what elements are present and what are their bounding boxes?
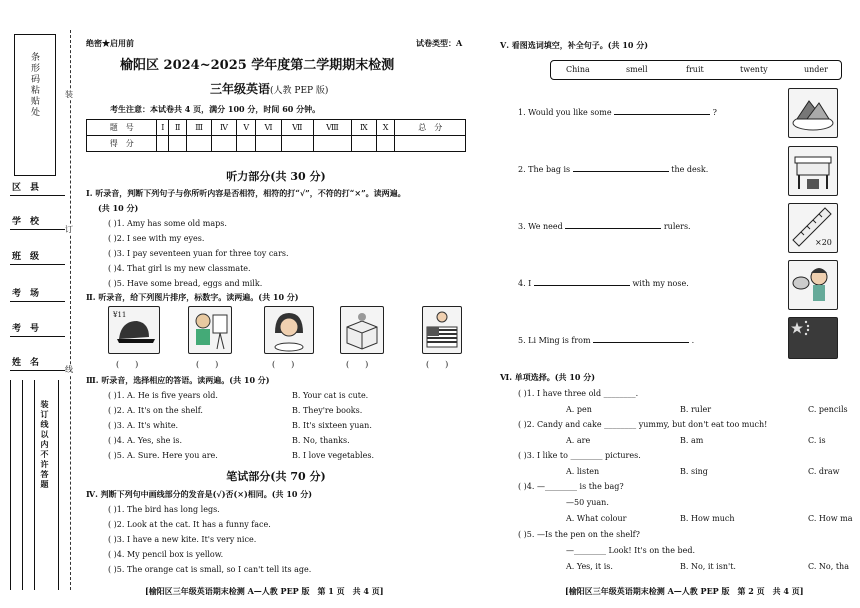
s5-item-4 (518, 279, 689, 289)
s3-item-5b: B. I love vegetables. (292, 451, 374, 460)
s6-q2-c[interactable]: C. is (808, 436, 826, 445)
score-cell[interactable] (211, 136, 236, 152)
score-value-row (87, 136, 466, 152)
field-name: 姓 名 (12, 358, 40, 368)
s6-q1-a[interactable]: A. pen (566, 405, 592, 414)
s4-item-3: ( )3. I have a new kite. It's very nice. (108, 535, 257, 544)
word-twenty: twenty (740, 65, 768, 74)
s5-blank-4[interactable] (534, 285, 630, 286)
s6-q3-c[interactable]: C. draw (808, 467, 840, 476)
desk-bag-icon (789, 147, 837, 195)
smell-picture (788, 260, 838, 310)
s3-item-3a: ( )3. A. It's white. (108, 421, 179, 430)
s5-item-3-post: rulers. (663, 222, 691, 231)
s6-q5-a[interactable]: A. Yes, it is. (566, 562, 613, 571)
no-answer-warning: 装订线以内不许答题 (40, 400, 50, 490)
section-5-title: Ⅴ. 看图选词填空，补全句子。(共 10 分) (500, 40, 649, 50)
s5-item-2-post: the desk. (671, 165, 709, 174)
score-cell[interactable] (395, 136, 466, 152)
desk-picture (788, 146, 838, 196)
s5-item-1-post: ? (712, 108, 717, 117)
section-1-points: (共 10 分) (98, 203, 139, 213)
s5-item-4-pre: 4. I (518, 279, 532, 288)
flag-usa-icon (423, 307, 461, 353)
footer-right: [榆阳区三年级英语期末检测 A—人教 PEP 版 第 2 页 共 4 页] (565, 586, 804, 596)
s6-q4-b[interactable]: B. How much (680, 514, 735, 523)
s2-answer-1[interactable]: ( ) (116, 360, 139, 369)
girl-eating-picture (264, 306, 314, 354)
score-cell[interactable] (256, 136, 281, 152)
s6-q4-reply: —50 yuan. (566, 498, 609, 507)
girl-icon (265, 307, 313, 353)
s3-item-4b: B. No, thanks. (292, 436, 350, 445)
section-6-title: Ⅵ. 单项选择。(共 10 分) (500, 372, 596, 382)
word-fruit: fruit (686, 65, 704, 74)
score-cell[interactable] (237, 136, 256, 152)
seal-mark-3: 线 (65, 365, 73, 374)
score-cell[interactable] (313, 136, 351, 152)
score-col: Ⅷ (313, 120, 351, 136)
s6-q2-b[interactable]: B. am (680, 436, 704, 445)
exam-edition: (人教 PEP 版) (270, 86, 329, 96)
s3-item-2b: B. They're books. (292, 406, 363, 415)
word-under: under (804, 65, 828, 74)
paper-type: 试卷类型：A (416, 38, 463, 48)
flag-china-icon (789, 318, 837, 358)
score-col: Ⅸ (352, 120, 377, 136)
s5-item-5-post: . (691, 336, 695, 345)
score-col: Ⅰ (157, 120, 169, 136)
s6-q5-c[interactable]: C. No, tha (808, 562, 849, 571)
score-col: Ⅲ (187, 120, 212, 136)
china-flag-picture (788, 317, 838, 359)
score-table (86, 119, 466, 152)
s6-q3: ( )3. I like to ________ pictures. (518, 451, 641, 460)
score-col: Ⅹ (376, 120, 395, 136)
score-col: 题 号 (87, 120, 157, 136)
score-cell[interactable] (376, 136, 395, 152)
s2-answer-5[interactable]: ( ) (426, 360, 449, 369)
s5-item-5 (518, 336, 694, 346)
s5-item-3-pre: 3. We need (518, 222, 563, 231)
s4-item-5: ( )5. The orange cat is small, so I can't tell its age. (108, 565, 312, 574)
binding-strip (0, 30, 80, 600)
field-district: 区 县 (12, 183, 40, 193)
score-col: Ⅳ (211, 120, 236, 136)
s1-item-1: ( )1. Amy has some old maps. (108, 219, 227, 228)
s1-item-3: ( )3. I pay seventeen yuan for three toy cars. (108, 249, 289, 258)
s5-blank-1[interactable] (614, 114, 710, 115)
section-3-title: Ⅲ. 听录音，选择相应的答语。读两遍。(共 10 分) (86, 375, 270, 385)
score-cell[interactable] (157, 136, 169, 152)
box-picture (340, 306, 384, 354)
fruit-picture (788, 88, 838, 138)
fruit-plate-icon (789, 89, 837, 137)
field-school: 学 校 (12, 217, 40, 227)
field-class: 班 级 (12, 252, 40, 262)
boy-smelling-icon (789, 261, 837, 309)
word-smell: smell (626, 65, 648, 74)
s4-item-4: ( )4. My pencil box is yellow. (108, 550, 224, 559)
seal-mark-1: 装 (65, 90, 73, 99)
price-tag: ¥11 (113, 311, 127, 319)
s2-answer-4[interactable]: ( ) (346, 360, 369, 369)
s6-q3-b[interactable]: B. sing (680, 467, 708, 476)
s6-q2: ( )2. Candy and cake ________ yummy, but don't eat too much! (518, 420, 768, 429)
s3-item-1b: B. Your cat is cute. (292, 391, 369, 400)
score-col: Ⅱ (169, 120, 187, 136)
exam-notice: 考生注意：本试卷共 4 页，满分 100 分，时间 60 分钟。 (110, 104, 321, 114)
exam-subtitle-wrap (210, 78, 328, 97)
seal-mark-2: 订 (65, 225, 73, 234)
painting-picture (188, 306, 232, 354)
s3-item-5a: ( )5. A. Sure. Here you are. (108, 451, 218, 460)
s6-q1: ( )1. I have three old ________. (518, 389, 639, 398)
score-header-row (87, 120, 466, 136)
s4-item-1: ( )1. The bird has long legs. (108, 505, 220, 514)
s5-item-2 (518, 165, 708, 175)
s5-item-4-post: with my nose. (632, 279, 689, 288)
s6-q5-reply: —________ Look! It's on the bed. (566, 546, 695, 555)
s5-item-1 (518, 108, 717, 118)
score-col: 总 分 (395, 120, 466, 136)
s6-q5-b[interactable]: B. No, it isn't. (680, 562, 736, 571)
s5-item-2-pre: 2. The bag is (518, 165, 571, 174)
s3-item-4a: ( )4. A. Yes, she is. (108, 436, 183, 445)
s6-q4-c[interactable]: C. How ma (808, 514, 853, 523)
s5-item-5-pre: 5. Li Ming is from (518, 336, 591, 345)
footer-left: [榆阳区三年级英语期末检测 A—人教 PEP 版 第 1 页 共 4 页] (145, 586, 384, 596)
barcode-label: 条形码粘贴处 (29, 52, 39, 118)
s1-item-5: ( )5. Have some bread, eggs and milk. (108, 279, 263, 288)
field-room: 考 场 (12, 289, 40, 299)
box-icon (341, 307, 383, 353)
score-cell[interactable] (352, 136, 377, 152)
s1-item-4: ( )4. That girl is my new classmate. (108, 264, 251, 273)
ruler-picture (788, 203, 838, 253)
listening-title: 听力部分(共 30 分) (226, 170, 326, 183)
s5-blank-2[interactable] (573, 171, 669, 172)
s5-item-3 (518, 222, 691, 232)
secret-mark: 绝密★启用前 (86, 38, 134, 48)
ruler-count: ×20 (815, 238, 832, 247)
s2-answer-2[interactable]: ( ) (196, 360, 219, 369)
s5-blank-3[interactable] (565, 228, 661, 229)
section-2-title: Ⅱ. 听录音，给下列图片排序，标数字。读两遍。(共 10 分) (86, 292, 299, 302)
writing-title: 笔试部分(共 70 分) (226, 470, 326, 483)
score-cell[interactable] (187, 136, 212, 152)
s6-q4-a[interactable]: A. What colour (566, 514, 627, 523)
s6-q4: ( )4. —________ is the bag? (518, 482, 624, 491)
word-china: China (566, 65, 590, 74)
section-4-title: Ⅳ. 判断下列句中画线部分的发音是(√)否(×)相同。(共 10 分) (86, 489, 313, 499)
score-cell[interactable] (281, 136, 313, 152)
score-row-label: 得 分 (87, 136, 157, 152)
cap-picture (108, 306, 160, 354)
s3-item-1a: ( )1. A. He is five years old. (108, 391, 218, 400)
s1-item-2: ( )2. I see with my eyes. (108, 234, 205, 243)
exam-title: 榆阳区 2024~2025 学年度第二学期期末检测 (120, 58, 395, 73)
painting-boy-icon (189, 307, 231, 353)
score-col: Ⅴ (237, 120, 256, 136)
field-exam-no: 考 号 (12, 324, 40, 334)
exam-subtitle: 三年级英语 (210, 82, 271, 96)
s6-q3-a[interactable]: A. listen (566, 467, 600, 476)
score-cell[interactable] (169, 136, 187, 152)
s3-item-2a: ( )2. A. It's on the shelf. (108, 406, 203, 415)
american-flag-picture (422, 306, 462, 354)
s2-answer-3[interactable]: ( ) (272, 360, 295, 369)
s6-q5: ( )5. —Is the pen on the shelf? (518, 530, 640, 539)
s6-q1-c[interactable]: C. pencils (808, 405, 848, 414)
s5-blank-5[interactable] (593, 342, 689, 343)
s5-item-1-pre: 1. Would you like some (518, 108, 612, 117)
score-col: Ⅶ (281, 120, 313, 136)
s6-q1-b[interactable]: B. ruler (680, 405, 712, 414)
section-1-title: Ⅰ. 听录音，判断下列句子与你所听内容是否相符，相符的打“√”，不符的打“×”。读两遍。 (86, 188, 406, 198)
s3-item-3b: B. It's sixteen yuan. (292, 421, 372, 430)
s6-q2-a[interactable]: A. are (566, 436, 591, 445)
s4-item-2: ( )2. Look at the cat. It has a funny face. (108, 520, 271, 529)
score-col: Ⅵ (256, 120, 281, 136)
